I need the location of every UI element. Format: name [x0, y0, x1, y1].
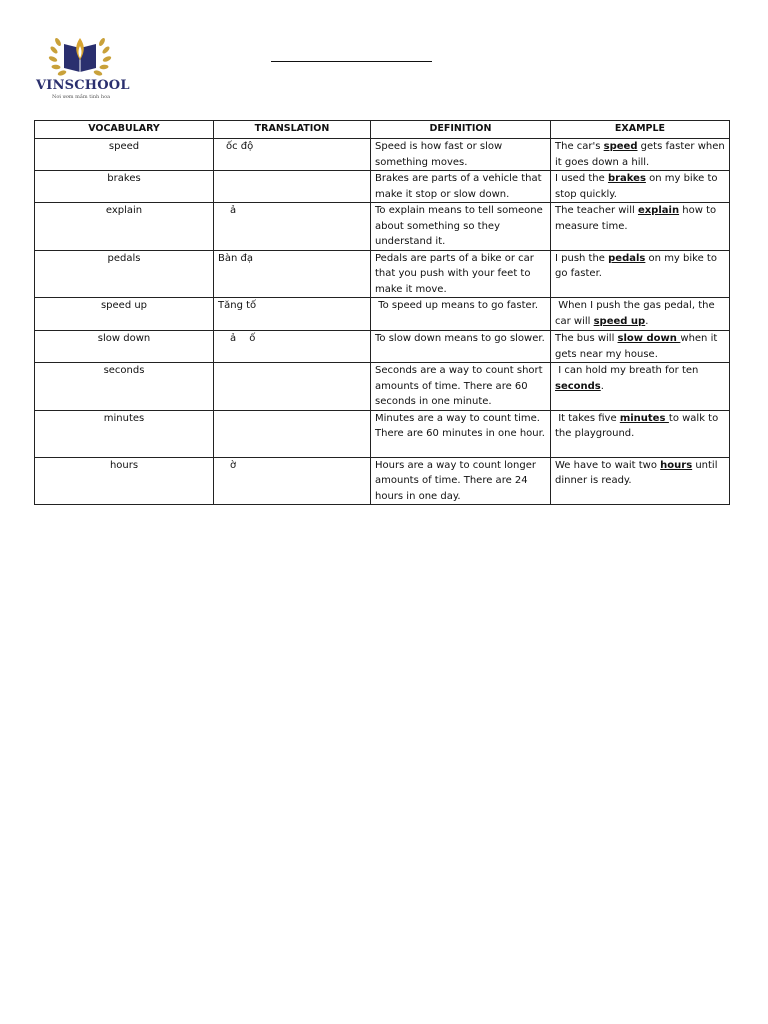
vocab-example: I can hold my breath for ten seconds.	[551, 363, 730, 411]
example-keyword: hours	[660, 459, 693, 471]
table-header-row	[35, 121, 730, 139]
vocab-translation: Tăng tố	[214, 298, 371, 331]
vocab-example: The bus will slow down when it gets near my house.	[551, 331, 730, 363]
header-translation: TRANSLATION	[214, 121, 371, 139]
table-row	[35, 298, 730, 331]
example-keyword: speed up	[593, 315, 646, 327]
vocabulary-table	[34, 120, 730, 505]
vocab-definition: To explain means to tell someone about something so they understand it.	[371, 203, 551, 251]
vocab-example: We have to wait two hours until dinner is ready.	[551, 457, 730, 505]
vocab-example: The teacher will explain how to measure time.	[551, 203, 730, 251]
example-keyword: pedals	[608, 252, 646, 264]
example-keyword: speed	[603, 141, 638, 152]
title-blank-line	[271, 61, 432, 62]
school-tagline: Nơi ươm mầm tinh hoa	[51, 94, 111, 100]
table-row	[35, 410, 730, 457]
school-name: VINSCHOOL	[36, 78, 130, 93]
vocab-translation: ả	[214, 203, 371, 251]
vocab-example: When I push the gas pedal, the car will speed up.	[551, 298, 730, 331]
vocab-example: It takes five minutes to walk to the playground.	[551, 410, 730, 457]
vocab-definition: To speed up means to go faster.	[371, 298, 551, 331]
vocab-translation	[214, 171, 371, 203]
vocab-translation: ốc độ	[214, 139, 371, 171]
vocab-word: hours	[35, 457, 214, 505]
vocab-word: speed up	[35, 298, 214, 331]
vocab-word: speed	[35, 139, 214, 171]
vocab-example: I push the pedals on my bike to go faster.	[551, 250, 730, 298]
vocab-word: explain	[35, 203, 214, 251]
example-keyword: minutes	[619, 412, 669, 424]
vocab-definition: Speed is how fast or slow something moves.	[371, 139, 551, 171]
vocab-word: pedals	[35, 250, 214, 298]
vocab-word: minutes	[35, 410, 214, 457]
example-keyword: seconds	[555, 380, 601, 392]
vocab-definition: Pedals are parts of a bike or car that you push with your feet to make it move.	[371, 250, 551, 298]
table-row	[35, 363, 730, 411]
vocab-example: I used the brakes on my bike to stop quickly.	[551, 171, 730, 203]
header-vocabulary: VOCABULARY	[35, 121, 214, 139]
example-keyword: brakes	[607, 173, 646, 184]
vocab-definition: Hours are a way to count longer amounts of time. There are 24 hours in one day.	[371, 457, 551, 505]
table-row	[35, 250, 730, 298]
example-keyword: slow down	[617, 333, 681, 344]
vocab-translation	[214, 410, 371, 457]
table-row	[35, 171, 730, 203]
table-row	[35, 457, 730, 505]
vocab-definition: Minutes are a way to count time. There are 60 minutes in one hour.	[371, 410, 551, 457]
vocab-example: The car's speed gets faster when it goes down a hill.	[551, 139, 730, 171]
vocab-translation: ờ	[214, 457, 371, 505]
vocab-translation	[214, 363, 371, 411]
vocab-translation: Bàn đạ	[214, 250, 371, 298]
vocab-definition: Seconds are a way to count short amounts of time. There are 60 seconds in one minute.	[371, 363, 551, 411]
table-row	[35, 203, 730, 251]
example-keyword: explain	[637, 205, 680, 216]
table-row	[35, 139, 730, 171]
header-definition: DEFINITION	[371, 121, 551, 139]
vocab-word: slow down	[35, 331, 214, 363]
vocab-definition: Brakes are parts of a vehicle that make it stop or slow down.	[371, 171, 551, 203]
vocab-word: brakes	[35, 171, 214, 203]
table-row	[35, 331, 730, 363]
vocab-definition: To slow down means to go slower.	[371, 331, 551, 363]
vocab-translation: ả ố	[214, 331, 371, 363]
header-example: EXAMPLE	[551, 121, 730, 139]
vocab-word: seconds	[35, 363, 214, 411]
